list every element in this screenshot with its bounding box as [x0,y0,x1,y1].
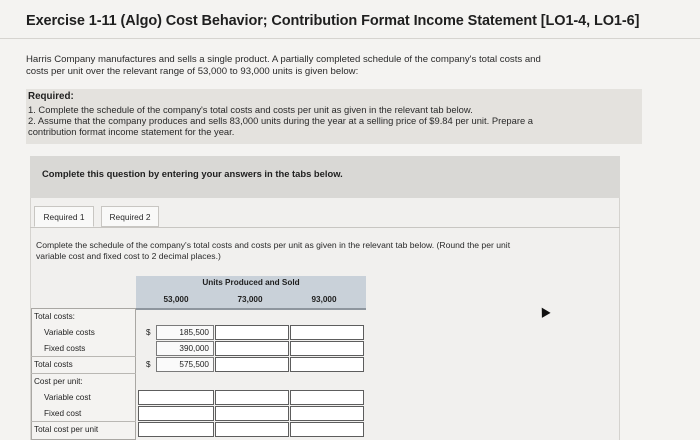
total-costs-93000-input[interactable] [290,357,364,372]
title-divider [0,38,700,39]
fixed-cost-53000-input[interactable] [138,406,214,421]
fixed-costs-53000-cell: 390,000 [156,341,214,356]
complete-prompt-box [30,156,620,198]
label-variable-costs: Variable costs [44,328,95,337]
instructions [36,240,616,261]
variable-costs-53000-cell: 185,500 [156,325,214,340]
tab-required-2[interactable]: Required 2 [101,206,159,227]
required-item-1: 1. Complete the schedule of the company's total costs and costs per unit as given in the relevant tab below. [28,104,473,115]
currency-sign: $ [146,360,151,369]
intro-line-2: costs per unit over the relevant range of 53,000 to 93,000 units is given below: [26,66,359,77]
label-variable-cost: Variable cost [44,393,91,402]
intro-text [26,54,636,78]
label-total-costs: Total costs [34,360,73,369]
fixed-cost-73000-input[interactable] [215,406,289,421]
variable-cost-53000-input[interactable] [138,390,214,405]
fixed-costs-73000-input[interactable] [215,341,289,356]
currency-sign: $ [146,328,151,337]
instructions-line-2: variable cost and fixed cost to 2 decimal places.) [36,250,221,261]
row-separator [31,421,136,422]
row-separator [31,356,136,357]
required-heading: Required: [28,91,74,102]
tab-underline [30,227,620,228]
instructions-line-1: Complete the schedule of the company's total costs and costs per unit as given in the relevant tab below. (Round the per unit [36,240,511,250]
column-53000: 53,000 [163,295,189,304]
variable-cost-93000-input[interactable] [290,390,364,405]
units-header-label: Units Produced and Sold [202,278,300,287]
required-item-2 [28,115,640,137]
total-costs-53000-cell: 575,500 [156,357,214,372]
column-73000: 73,000 [237,295,263,304]
intro-line-1: Harris Company manufactures and sells a single product. A partially completed schedule of the company's total costs and [26,54,541,65]
label-total-costs-heading: Total costs: [34,312,75,321]
fixed-cost-93000-input[interactable] [290,406,364,421]
table-header-rule [136,308,366,310]
column-93000: 93,000 [311,295,337,304]
complete-prompt: Complete this question by entering your answers in the tabs below. [42,168,343,179]
total-cost-per-unit-93000-input[interactable] [290,422,364,437]
total-costs-73000-input[interactable] [215,357,289,372]
label-cost-per-unit-heading: Cost per unit: [34,377,83,386]
variable-costs-73000-input[interactable] [215,325,289,340]
required-item-2-line-2: contribution format income statement for the year. [28,126,235,137]
fixed-costs-93000-input[interactable] [290,341,364,356]
total-cost-per-unit-73000-input[interactable] [215,422,289,437]
tab-required-1[interactable]: Required 1 [34,206,94,227]
required-item-2-line-1: 2. Assume that the company produces and sells 83,000 units during the year at a selling price of $9.84 per unit. Prepare a [28,115,533,126]
label-fixed-cost: Fixed cost [44,409,82,418]
row-separator [31,373,136,374]
total-cost-per-unit-53000-input[interactable] [138,422,214,437]
variable-cost-73000-input[interactable] [215,390,289,405]
label-total-cost-per-unit: Total cost per unit [34,425,99,434]
variable-costs-93000-input[interactable] [290,325,364,340]
label-fixed-costs: Fixed costs [44,344,86,353]
exercise-title: Exercise 1-11 (Algo) Cost Behavior; Contribution Format Income Statement [LO1-4, LO1-6] [26,13,640,29]
required-box [26,89,642,144]
